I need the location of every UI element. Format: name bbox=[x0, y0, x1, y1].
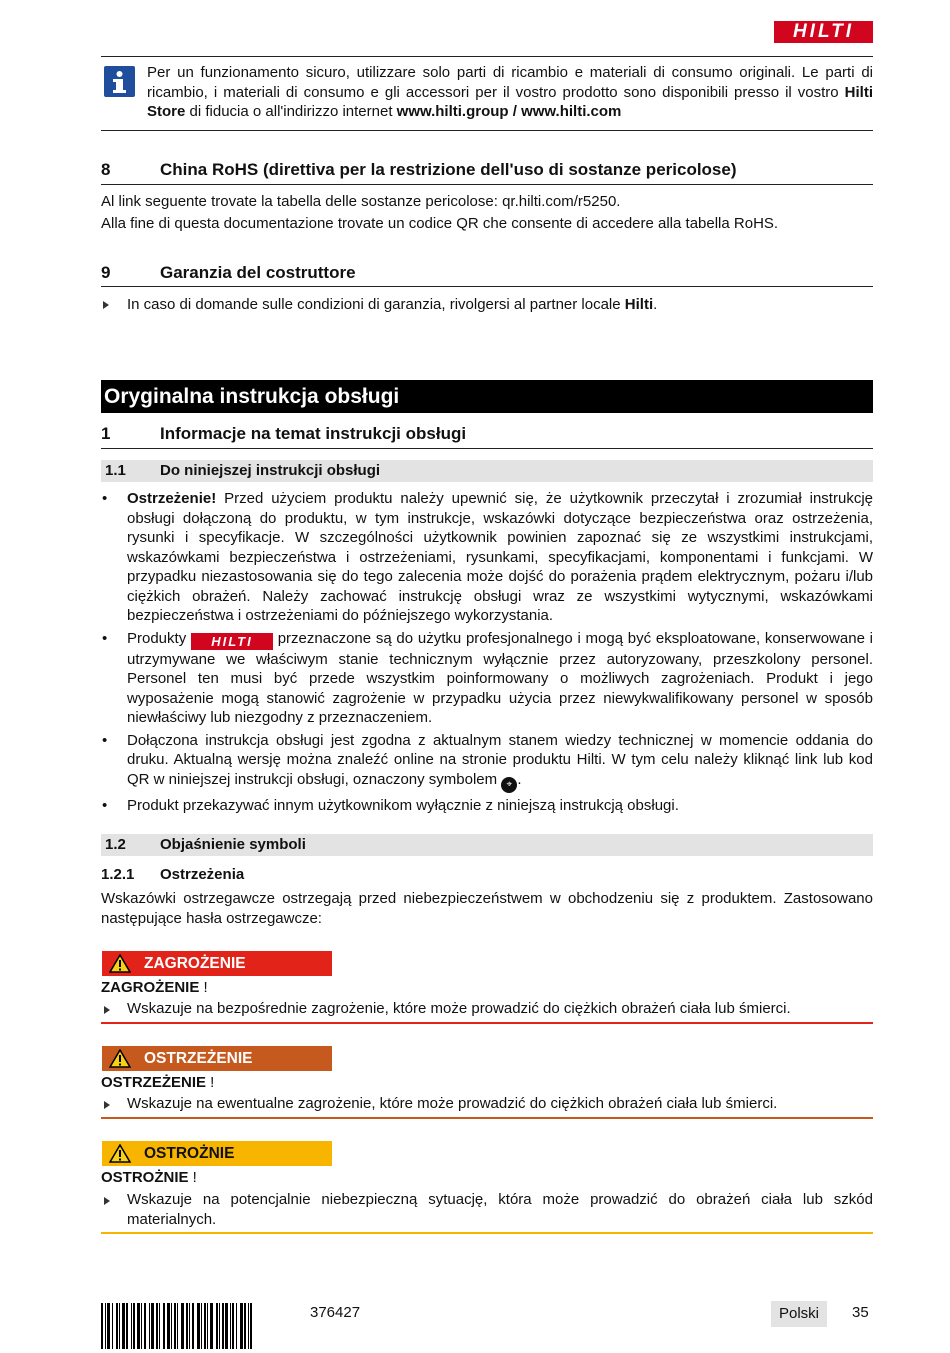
section-9-title: Garanzia del costruttore bbox=[160, 263, 356, 282]
warning-rule bbox=[101, 1117, 873, 1119]
bullet-arrow-icon bbox=[104, 1006, 110, 1014]
list-item: • Produkty HILTI przeznaczone są do użytku profesjonalnego i mogą być eksploatowane, konserwowane i utrzymywane we właściwym stanie technicznym wyłącznie przez autoryzowany, przeszkolony personel. Personel ten musi być przede wszystkim poinformowany o możliwych zagrożeniach. Produkt i jego wyposażenie mogą stanowić zagrożenie w przypadku użycia przez niewykwalifikowany personel w sposób niewłaściwy lub niezgodny z przeznaczeniem. bbox=[102, 629, 873, 726]
caution-signal-word: OSTROŻNIE ! bbox=[101, 1169, 197, 1186]
section-8-number: 8 bbox=[101, 160, 111, 179]
caution-rule bbox=[101, 1232, 873, 1234]
qr-link-icon: ⌖ bbox=[501, 777, 517, 793]
section-8-line1: Al link seguente trovate la tabella delle sostanze pericolose: qr.hilti.com/r5250. bbox=[101, 193, 621, 210]
danger-rule bbox=[101, 1022, 873, 1024]
bullet-arrow-icon bbox=[103, 301, 109, 309]
info-bottom-rule bbox=[101, 130, 873, 131]
danger-signal-word: ZAGROŻENIE ! bbox=[101, 979, 208, 996]
bullet-list bbox=[101, 489, 873, 818]
language-banner: Oryginalna instrukcja obsługi bbox=[101, 380, 873, 413]
caution-text: Wskazuje na potencjalnie niebezpieczną sytuację, która może prowadzić do obrażeń ciała lub szkód materialnych. bbox=[127, 1191, 873, 1228]
subsection-1-1 bbox=[101, 460, 873, 482]
warning-triangle-icon bbox=[109, 954, 131, 973]
subsection-1-2-title: Objaśnienie symboli bbox=[160, 836, 306, 853]
section-8-line2: Alla fine di questa documentazione trovate un codice QR che consente di accedere alla tabella RoHS. bbox=[101, 215, 779, 232]
pl-section-1-number: 1 bbox=[101, 424, 111, 443]
section-9-rule bbox=[101, 286, 873, 287]
bullet-arrow-icon bbox=[104, 1197, 110, 1205]
subsection-1-2 bbox=[101, 834, 873, 856]
warning-signal-word: OSTRZEŻENIE ! bbox=[101, 1074, 215, 1091]
bullet-arrow-icon bbox=[104, 1101, 110, 1109]
subsection-1-1-number: 1.1 bbox=[105, 462, 126, 479]
list-item: • Ostrzeżenie! Przed użyciem produktu należy upewnić się, że użytkownik przeczytał i zrozumiał instrukcję obsługi dołączoną do produktu, w tym instrukcje, wskazówki dotyczące bezpieczeństwa oraz ostrzeżenia, rysunki i specyfikacje. W szczególności użytkownik powinien zapoznać się ze wszystkimi instrukcjami, wskazówkami bezpieczeństwa i ostrzeżeniami, rysunkami, specyfikacjami, komponentami i funkcjami. W przypadku niezastosowania się do tego zalecenia może dojść do porażenia prądem elektrycznym, pożaru i/lub ciężkich obrażeń. Należy zachować instrukcję obsługi wraz ze wszystkimi wytycznymi, wskazówkami bezpieczeństwa i ostrzeżeniami do późniejszego wykorzystania. bbox=[102, 490, 873, 624]
barcode bbox=[101, 1303, 297, 1349]
danger-band: ZAGROŻENIE bbox=[102, 951, 332, 976]
danger-text: Wskazuje na bezpośrednie zagrożenie, które może prowadzić do ciężkich obrażeń ciała lub śmierci. bbox=[127, 1000, 791, 1017]
hilti-inline-logo: HILTI bbox=[191, 633, 273, 650]
warning-band: OSTRZEŻENIE bbox=[102, 1046, 332, 1071]
list-item: • Dołączona instrukcja obsługi jest zgodna z aktualnym stanem wiedzy technicznej w momencie oddania do druku. Aktualną wersję można znaleźć online na stronie produktu Hilti. W tym celu należy kliknąć link lub kod QR w niniejszej instrukcji obsługi, oznaczony symbolem ⌖ . bbox=[101, 731, 873, 793]
pl-section-1-title: Informacje na temat instrukcji obsługi bbox=[160, 424, 467, 443]
list-item: • Produkt przekazywać innym użytkownikom wyłącznie z niniejszą instrukcją obsługi. bbox=[102, 796, 679, 814]
caution-band: OSTROŻNIE bbox=[102, 1141, 332, 1166]
section-8-title: China RoHS (direttiva per la restrizione dell'uso di sostanze pericolose) bbox=[160, 160, 737, 179]
language-label: Polski bbox=[771, 1301, 827, 1327]
subsection-1-2-1-number: 1.2.1 bbox=[101, 866, 135, 883]
warning-triangle-icon bbox=[109, 1144, 131, 1163]
warning-text: Wskazuje na ewentualne zagrożenie, które może prowadzić do ciężkich obrażeń ciała lub śmierci. bbox=[127, 1095, 778, 1112]
warnings-intro: Wskazówki ostrzegawcze ostrzegają przed niebezpieczeństwem w obchodzeniu się z produktem. Zastosowano następujące hasła ostrzegawcze: bbox=[101, 890, 873, 927]
info-note-text: Per un funzionamento sicuro, utilizzare solo parti di ricambio e materiali di consumo originali. Le parti di ricambio, i materiali di consumo e gli accessori per il vostro prodotto sono disponibili presso il vostro Hilti Store di fiducia o all'indirizzo internet www.hilti.group / www.hilti.com bbox=[147, 64, 873, 120]
section-9-number: 9 bbox=[101, 263, 111, 282]
subsection-1-1-title: Do niniejszej instrukcji obsługi bbox=[160, 462, 381, 479]
subsection-1-2-1-title: Ostrzeżenia bbox=[160, 866, 245, 883]
pl-section-1-rule bbox=[101, 448, 873, 449]
top-rule bbox=[101, 56, 873, 57]
subsection-1-2-number: 1.2 bbox=[105, 836, 126, 853]
hilti-logo: HILTI bbox=[774, 21, 873, 43]
section-9-bullet: In caso di domande sulle condizioni di garanzia, rivolgersi al partner locale Hilti. bbox=[127, 296, 658, 313]
warning-triangle-icon bbox=[109, 1049, 131, 1068]
page-number: 35 bbox=[852, 1304, 869, 1321]
info-icon bbox=[104, 66, 135, 97]
document-number: 376427 bbox=[310, 1304, 361, 1321]
section-8-rule bbox=[101, 184, 873, 185]
